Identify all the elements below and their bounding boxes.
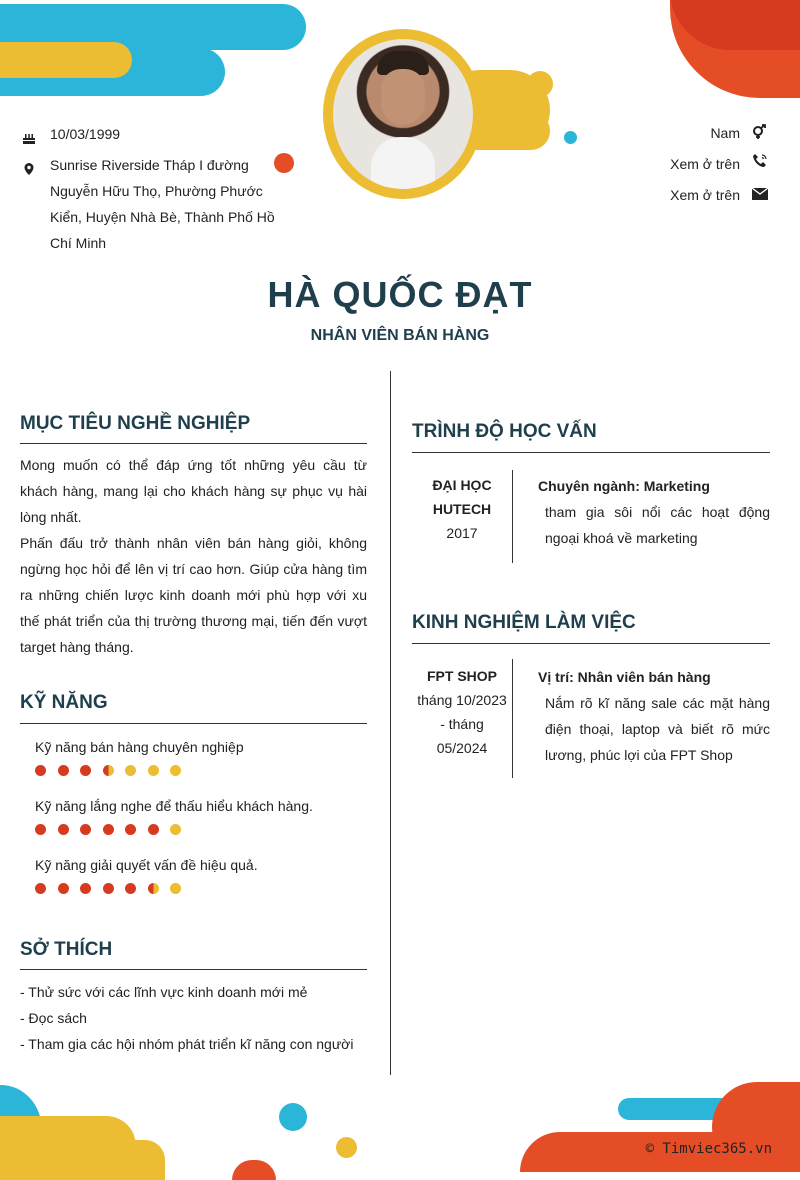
skill-rating-dot (103, 883, 114, 894)
skill-rating-dot (125, 883, 136, 894)
skill-name-3: Kỹ năng giải quyết vấn đề hiệu quả. (35, 857, 258, 873)
experience-timeline-line (512, 659, 513, 778)
decor-dot-bottom-yellow (336, 1137, 357, 1158)
experience-underline (412, 643, 770, 644)
education-year: 2017 (446, 525, 478, 541)
hobbies-underline (20, 969, 367, 970)
decor-blob-top-left-yellow (0, 42, 132, 78)
skill-name-2: Kỹ năng lắng nghe để thấu hiểu khách hàng. (35, 798, 313, 814)
objective-heading: MỤC TIÊU NGHỀ NGHIỆP (20, 413, 251, 434)
job-title: NHÂN VIÊN BÁN HÀNG (310, 327, 490, 344)
skill-rating-dot (80, 765, 91, 776)
watermark: © Timviec365.vn (645, 1141, 772, 1157)
skill-rating-dot (148, 765, 159, 776)
skill-rating-dot (103, 824, 114, 835)
skill-rating-dot (148, 883, 159, 894)
objective-underline (20, 443, 367, 444)
skill-rating-dot (58, 883, 69, 894)
experience-period-line-2: - tháng (440, 716, 484, 732)
skill-rating-dot (170, 765, 181, 776)
address-line-2: Nguyễn Hữu Thọ, Phường Phước (50, 183, 263, 199)
hobbies-heading: SỞ THÍCH (20, 939, 113, 960)
education-underline (412, 452, 770, 453)
birthdate-text: 10/03/1999 (50, 126, 121, 142)
decor-dot-bottom-orange (232, 1160, 276, 1180)
experience-company: FPT SHOP (426, 668, 497, 684)
decor-blob-bottom-left-yellow-2 (0, 1140, 165, 1180)
skill-rating-dot (35, 883, 46, 894)
avatar (333, 39, 473, 189)
objective-paragraph-2: Phấn đấu trở thành nhân viên bán hàng giỏi, không ngừng học hỏi để lên vị trí cao hơn. Giúp cửa hàng tìm ra những chiến lược kinh doanh mới phù hợp với xu thế phát triển của thị trường thương mại, tiến đến vượt target hàng tháng. (20, 535, 367, 655)
experience-company-block (412, 664, 512, 760)
education-major: Chuyên ngành: Marketing (538, 478, 710, 494)
candidate-name: HÀ QUỐC ĐẠT (267, 274, 533, 315)
skill-name-1: Kỹ năng bán hàng chuyên nghiệp (35, 739, 244, 755)
skill-rating-dot (80, 824, 91, 835)
hobby-item-1: - Thử sức với các lĩnh vực kinh doanh mới mẻ (20, 984, 308, 1000)
email-text[interactable]: Xem ở trên (670, 187, 740, 203)
birthday-cake-icon (22, 127, 36, 141)
gender-icon (751, 124, 767, 140)
phone-icon (752, 153, 768, 169)
decor-dot-blue (564, 131, 577, 144)
address-line-4: Chí Minh (50, 235, 107, 251)
decor-dot-yellow (527, 71, 553, 97)
phone-text[interactable]: Xem ở trên (670, 156, 740, 172)
skill-rating-dot (125, 765, 136, 776)
address-line-3: Kiển, Huyện Nhà Bè, Thành Phố Hồ (50, 209, 275, 225)
location-pin-icon (22, 158, 36, 172)
address-line-1: Sunrise Riverside Tháp I đường (50, 157, 249, 173)
education-school (412, 473, 512, 545)
experience-period-line-3: 05/2024 (436, 740, 488, 756)
decor-dot-bottom-blue (279, 1103, 307, 1131)
experience-position: Vị trí: Nhân viên bán hàng (538, 669, 711, 685)
email-icon (752, 187, 768, 203)
school-name-line-2: HUTECH (432, 501, 492, 517)
skill-rating-dot (35, 824, 46, 835)
skills-heading: KỸ NĂNG (20, 692, 108, 713)
address-row (22, 152, 282, 262)
hobby-item-3: - Tham gia các hội nhóm phát triển kĩ năng con người (20, 1036, 354, 1052)
skill-rating-dot (125, 824, 136, 835)
school-name-line-1: ĐẠI HỌC (432, 477, 492, 493)
experience-period-line-1: tháng 10/2023 (417, 692, 507, 708)
skill-rating-dot (80, 883, 91, 894)
experience-description: Nắm rõ kĩ năng sale các mặt hàng điện thoại, laptop và biết rõ mức lương, phúc lợi của FPT Shop (545, 695, 770, 763)
column-divider (390, 371, 391, 1075)
skill-rating-dot (35, 765, 46, 776)
education-description: tham gia sôi nổi các hoạt động ngoại khoá về marketing (545, 504, 770, 546)
skill-rating-dot (170, 824, 181, 835)
skill-rating-dot (58, 765, 69, 776)
gender-text: Nam (710, 125, 740, 141)
skill-rating-dot (170, 883, 181, 894)
experience-heading: KINH NGHIỆM LÀM VIỆC (412, 612, 636, 633)
education-timeline-line (512, 470, 513, 563)
birthdate-row (22, 121, 322, 147)
hobby-item-2: - Đọc sách (20, 1010, 87, 1026)
skill-rating-dot (103, 765, 114, 776)
education-heading: TRÌNH ĐỘ HỌC VẤN (412, 421, 597, 442)
skill-rating-dot (58, 824, 69, 835)
objective-paragraph-1: Mong muốn có thể đáp ứng tốt những yêu cầu từ khách hàng, mang lại cho khách hàng sự phục vụ hài lòng nhất. (20, 457, 367, 525)
skills-underline (20, 723, 367, 724)
skill-rating-dot (148, 824, 159, 835)
